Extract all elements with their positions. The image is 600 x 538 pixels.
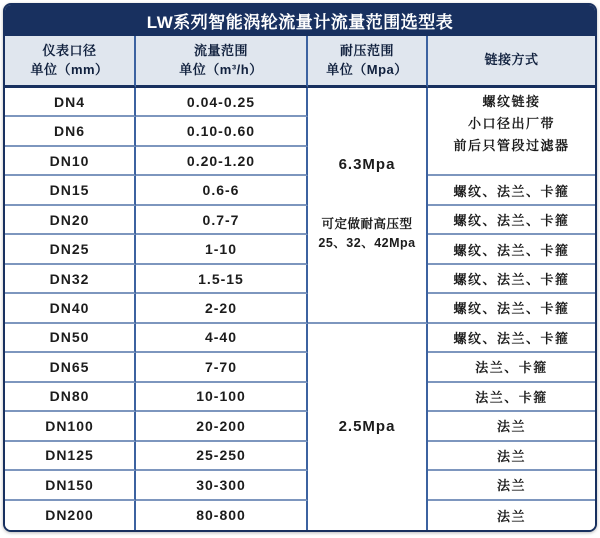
connection-cell-merged [428,88,595,176]
pressure-note [318,215,415,254]
connection-cell: 法兰 [428,471,595,500]
table-grid [5,5,595,530]
connection-cell: 螺纹、法兰、卡箍 [428,294,595,323]
connection-cell: 螺纹、法兰、卡箍 [428,206,595,235]
pressure-note-line: 25、32、42Mpa [318,236,416,251]
flow-range-cell: 4-40 [136,324,308,353]
connection-cell: 螺纹、法兰、卡箍 [428,235,595,264]
flow-range-cell: 7-70 [136,353,308,382]
flowmeter-selection-table [3,3,597,532]
diameter-cell: DN150 [5,471,136,500]
flow-range-cell: 0.20-1.20 [136,147,308,176]
connection-cell: 法兰、卡箍 [428,353,595,382]
flow-range-cell: 1-10 [136,235,308,264]
connection-cell: 螺纹、法兰、卡箍 [428,324,595,353]
pressure-cell-high [308,88,428,324]
pressure-cell-low [308,324,428,530]
diameter-cell: DN65 [5,353,136,382]
flow-range-cell: 0.10-0.60 [136,117,308,146]
flow-range-cell: 10-100 [136,383,308,412]
connection-cell: 螺纹、法兰、卡箍 [428,265,595,294]
column-header-unit: 单位（m³/h） [179,61,263,77]
diameter-cell: DN50 [5,324,136,353]
column-header-label: 仪表口径 [42,42,97,58]
connection-cell: 螺纹、法兰、卡箍 [428,176,595,205]
connection-line: 小口径出厂带 [467,116,555,132]
pressure-value: 6.3Mpa [338,155,396,173]
connection-cell: 法兰、卡箍 [428,383,595,412]
column-header-label: 流量范围 [193,42,248,58]
connection-cell: 法兰 [428,501,595,530]
diameter-cell: DN4 [5,88,136,117]
diameter-cell: DN100 [5,412,136,441]
diameter-cell: DN125 [5,442,136,471]
flow-range-cell: 20-200 [136,412,308,441]
column-header-unit: 单位（mm） [30,61,109,77]
flow-range-cell: 25-250 [136,442,308,471]
flow-range-cell: 2-20 [136,294,308,323]
table-title-bar [5,5,595,36]
flow-range-cell: 0.7-7 [136,206,308,235]
flow-range-cell: 0.04-0.25 [136,88,308,117]
diameter-cell: DN40 [5,294,136,323]
connection-line: 螺纹链接 [482,94,541,110]
diameter-cell: DN25 [5,235,136,264]
diameter-cell: DN10 [5,147,136,176]
pressure-value: 2.5Mpa [338,418,396,436]
column-header-connection [428,36,595,88]
column-header-unit: 单位（Mpa） [326,61,408,77]
diameter-cell: DN32 [5,265,136,294]
diameter-cell: DN6 [5,117,136,146]
flow-range-cell: 1.5-15 [136,265,308,294]
diameter-cell: DN200 [5,501,136,530]
column-header-diameter [5,36,136,88]
diameter-cell: DN15 [5,176,136,205]
diameter-cell: DN80 [5,383,136,412]
column-header-label: 链接方式 [484,52,539,68]
connection-cell: 法兰 [428,442,595,471]
flow-range-cell: 80-800 [136,501,308,530]
pressure-note-line: 可定做耐高压型 [321,216,413,231]
diameter-cell: DN20 [5,206,136,235]
column-header-pressure-range [308,36,428,88]
flow-range-cell: 0.6-6 [136,176,308,205]
connection-line: 前后只管段过滤器 [453,138,570,154]
column-header-flow-range [136,36,308,88]
flow-range-cell: 30-300 [136,471,308,500]
connection-cell: 法兰 [428,412,595,441]
table-title: LW系列智能涡轮流量计流量范围选型表 [146,13,454,32]
column-header-label: 耐压范围 [339,42,394,58]
